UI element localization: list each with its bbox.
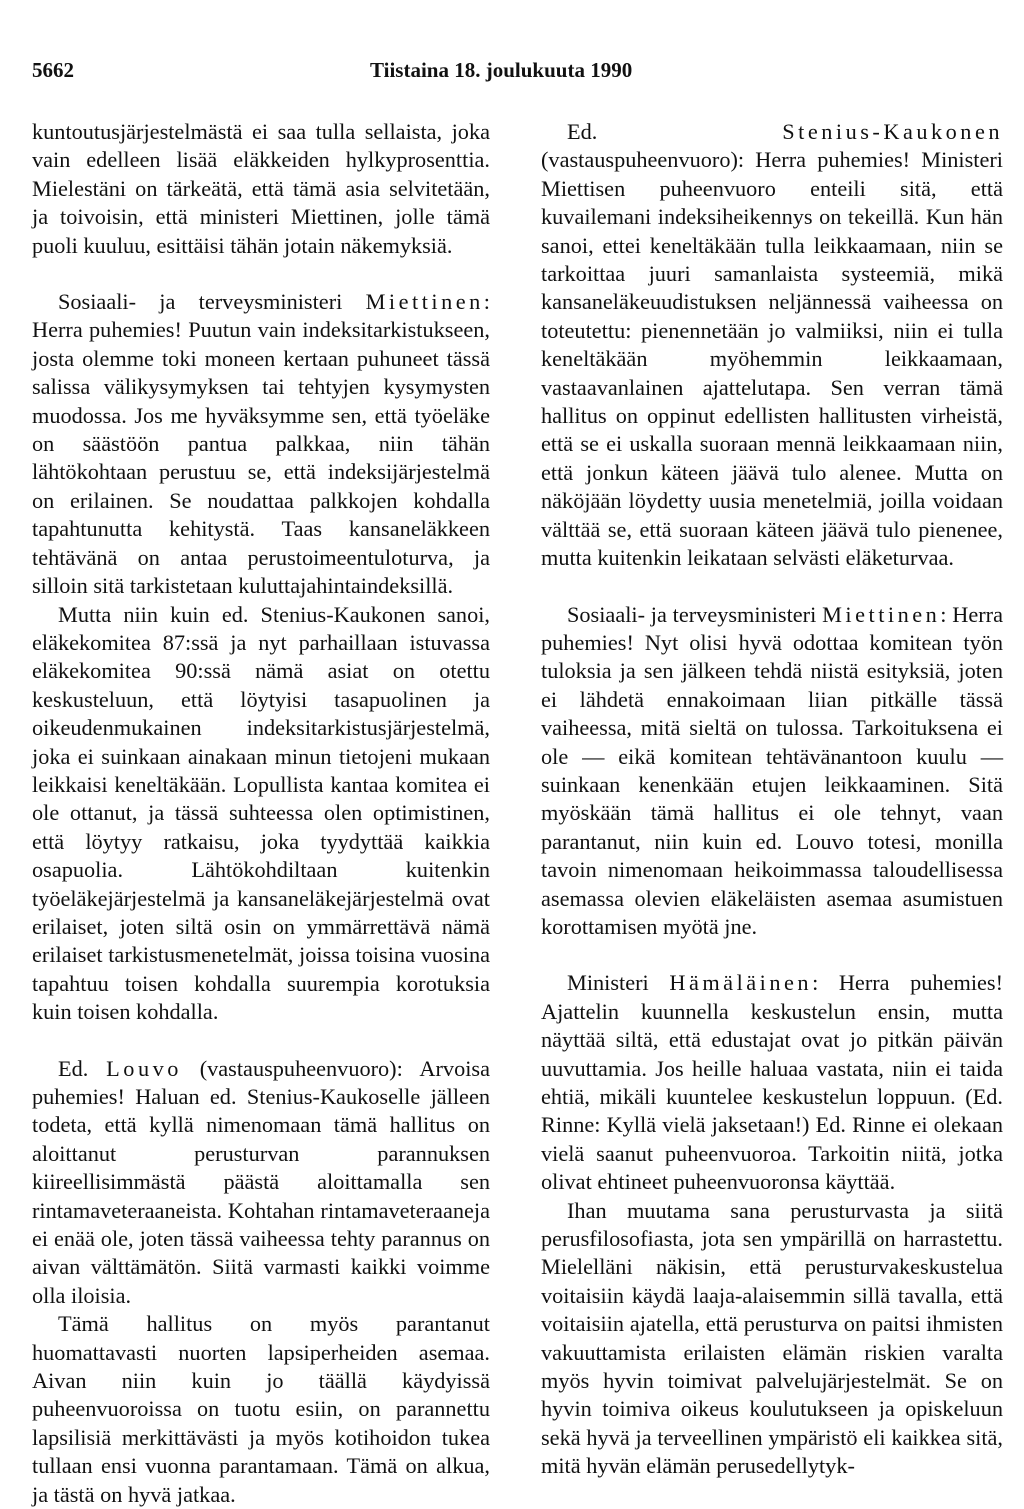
speech-text: : Herra puhemies! Ajattelin kuunnella keskustelun ensin, mutta näyttää siltä, että edustajat ovat jo pitkän päivän uuvuttamia. Jos heille haluaa vastata, niin ei taida ehtiä, mikäli kuuntelee keskustelun loppuun. (Ed. Rinne: Kyllä vielä jaksetaan!) Ed. Rinne ei olekaan vielä saanut puheenvuoroa. Tarkoitin niitä, jotka olivat ehtineet puheenvuoronsa käyttää. [541,970,1004,1195]
paragraph: Mutta niin kuin ed. Stenius-Kaukonen sanoi, eläkekomitea 87:ssä ja nyt parhaillaan istuvassa eläkekomitea 90:ssä nämä asiat on otettu keskusteluun, että löytyisi tasapuolinen ja oikeudenmukainen indeksitarkistusjärjestelmä, joka ei suinkaan ainakaan minun tietojeni mukaan leikkaisi keneltäkään. Lopullista kantaa komitea ei ole ottanut, ja tässä suhteessa olen optimistinen, että löytyy ratkaisu, joka tyydyttää kaikkia osapuolia. Lähtökohdiltaan kuitenkin työeläkejärjestelmä ja kansaneläkejärjestelmä ovat erilaiset, joten siltä osin on ymmärrettävä nämä erilaiset tarkistusmenetelmät, joissa toisina vuosina tapahtuu toisen kohdalla suurempia korotuksia kuin toisen kohdalla. [32,601,490,1025]
paragraph: kuntoutusjärjestelmästä ei saa tulla sellaista, joka vain edelleen lisää eläkkeiden hylkyprosenttia. Mielestäni on tärkeätä, että tämä asia selvitetään, ja toivoisin, että ministeri Miettinen, jolle tämä puoli kuuluu, esittäisi tähän jotain näkemyksiä. [32,119,490,258]
speaker-name: Stenius-Kaukonen [782,119,1003,144]
speaker-name: Miettinen [365,289,484,315]
speaker-name: Louvo [106,1055,182,1081]
left-column [32,118,490,1509]
speech-text: (vastauspuheenvuoro): Herra puhemies! Ministeri Miettisen puheenvuoro enteili sitä, että kuvailemani indeksiheikennys on tekeillä. Kun hän sanoi, ettei keneltäkään tulla leikkaamaan, niin se tarkoittaa juuri samanlaista systeemiä, mikä kansaneläkeuudistuksen neljännessä vaiheessa on toteutettu: pienennetään jo valmiiksi, niin ei tulla keneltäkään myöhemmin leikkaamaan, vastaavanlainen ajattelutapa. Sen verran tämä hallitus on oppinut edellisten hallitusten virheistä, että se ei uskalla suoraan mennä leikkaamaan niin, että jonkun käteen jäävä tulo alenee. Mutta on näköjään löydetty uusia menetelmiä, joilla voidaan välttää se, että suoraan käteen jäävä tulo pienenee, mutta kuitenkin leikataan selvästi eläketurvaa. [541,147,1003,571]
page-number: 5662 [32,58,74,82]
speaker-role: Sosiaali- ja terveysministeri [567,601,817,627]
header-date: Tiistaina 18. joulukuuta 1990 [370,58,633,82]
paragraph: Ihan muutama sana perusturvasta ja siitä perusfilosofiasta, jota sen ympärillä on harrastettu. Mielelläni näkisin, että perusturvakeskustelua voitaisiin käydä laaja-alaisemmin sillä tavalla, että voitaisiin ajatella, että perusturva on paitsi ihmisten vakuuttamista erilaisten elämän riskien varalta myös hyvin toimivat palvelujärjestelmät. Se on hyvin toimiva oikeus koulutukseen ja opiskeluun sekä hyvä ja terveellinen ympäristö eli kaikkea sitä, mitä hyvän elämän perusedellytyk- [541,1197,1003,1479]
speech-hamalainen [541,969,1003,1196]
speech-text: : Herra puhemies! Nyt olisi hyvä odottaa komitean työn tuloksia ja sen jälkeen tehdä niistä esityksiä, joten ei lähdetä ennakoimaan liian pitkälle tässä vaiheessa, mitä sieltä on tulossa. Tarkoituksena ei ole — eikä komitean tehtävänantoon kuulu — suinkaan kenenkään etujen leikkaaminen. Sitä myöskään tämä hallitus ei ole tehnyt, vaan parantanut, niin kuin ed. Louvo totesi, monilla tavoin nimenomaan heikoimmassa taloudellisessa asemassa olevien eläkeläisten asemaa asumistuen korottamisen myötä jne. [541,601,1003,939]
speech-stenius-kaukonen [541,118,1003,573]
page-header [32,58,992,86]
paragraph: Tämä hallitus on myös parantanut huomattavasti nuorten lapsiperheiden asemaa. Aivan niin kuin jo täällä käydyissä puheenvuoroissa on tuotu esiin, on parannettu lapsilisiä merkittävästi ja myös kotihoidon tukea tullaan ensi vuonna parantamaan. Tämä on alkua, ja tästä on hyvä jatkaa. [32,1311,490,1507]
speaker-role: Sosiaali- ja terveysministeri [58,289,343,315]
right-column [541,118,1003,1481]
speech-text: (vastauspuheenvuoro): Arvoisa puhemies! Haluan ed. Stenius-Kaukoselle jälleen todeta, että kyllä nimenomaan tämä hallitus on aloittanut perusturvan parannuksen kiireellisimmästä päästä aloittamalla sen rintamaveteraaneista. Kohtahan rintamaveteraaneja ei enää ole, joten tässä vaiheessa tehty parannus on aivan välttämätön. Siitä varmasti kaikki voimme olla iloisia. [32,1055,490,1308]
speaker-name: Miettinen [822,601,941,627]
speech-miettinen-2 [541,601,1003,942]
speaker-role: Ed. [58,1055,89,1081]
speech-miettinen [32,288,490,600]
speech-louvo [32,1055,490,1311]
speech-text: : Herra puhemies! Puutun vain indeksitarkistukseen, josta olemme toki moneen kertaan puhuneet tässä salissa välikysymyksen tai tehtyjen kysymysten muodossa. Jos me hyväksymme sen, että työeläke on säästöön pantua palkkaa, niin tähän lähtökohtaan perustuu se, että indeksijärjestelmä on erilainen. Se noudattaa palkkojen kohdalla tapahtunutta kehitystä. Taas kansaneläkkeen tehtävänä on antaa perustoimeentuloturva, ja silloin sitä tarkistetaan kuluttajahintaindeksillä. [32,289,490,599]
speaker-role: Ministeri [567,970,649,996]
speaker-role: Ed. [567,119,598,144]
speaker-name: Hämäläinen [669,970,813,996]
